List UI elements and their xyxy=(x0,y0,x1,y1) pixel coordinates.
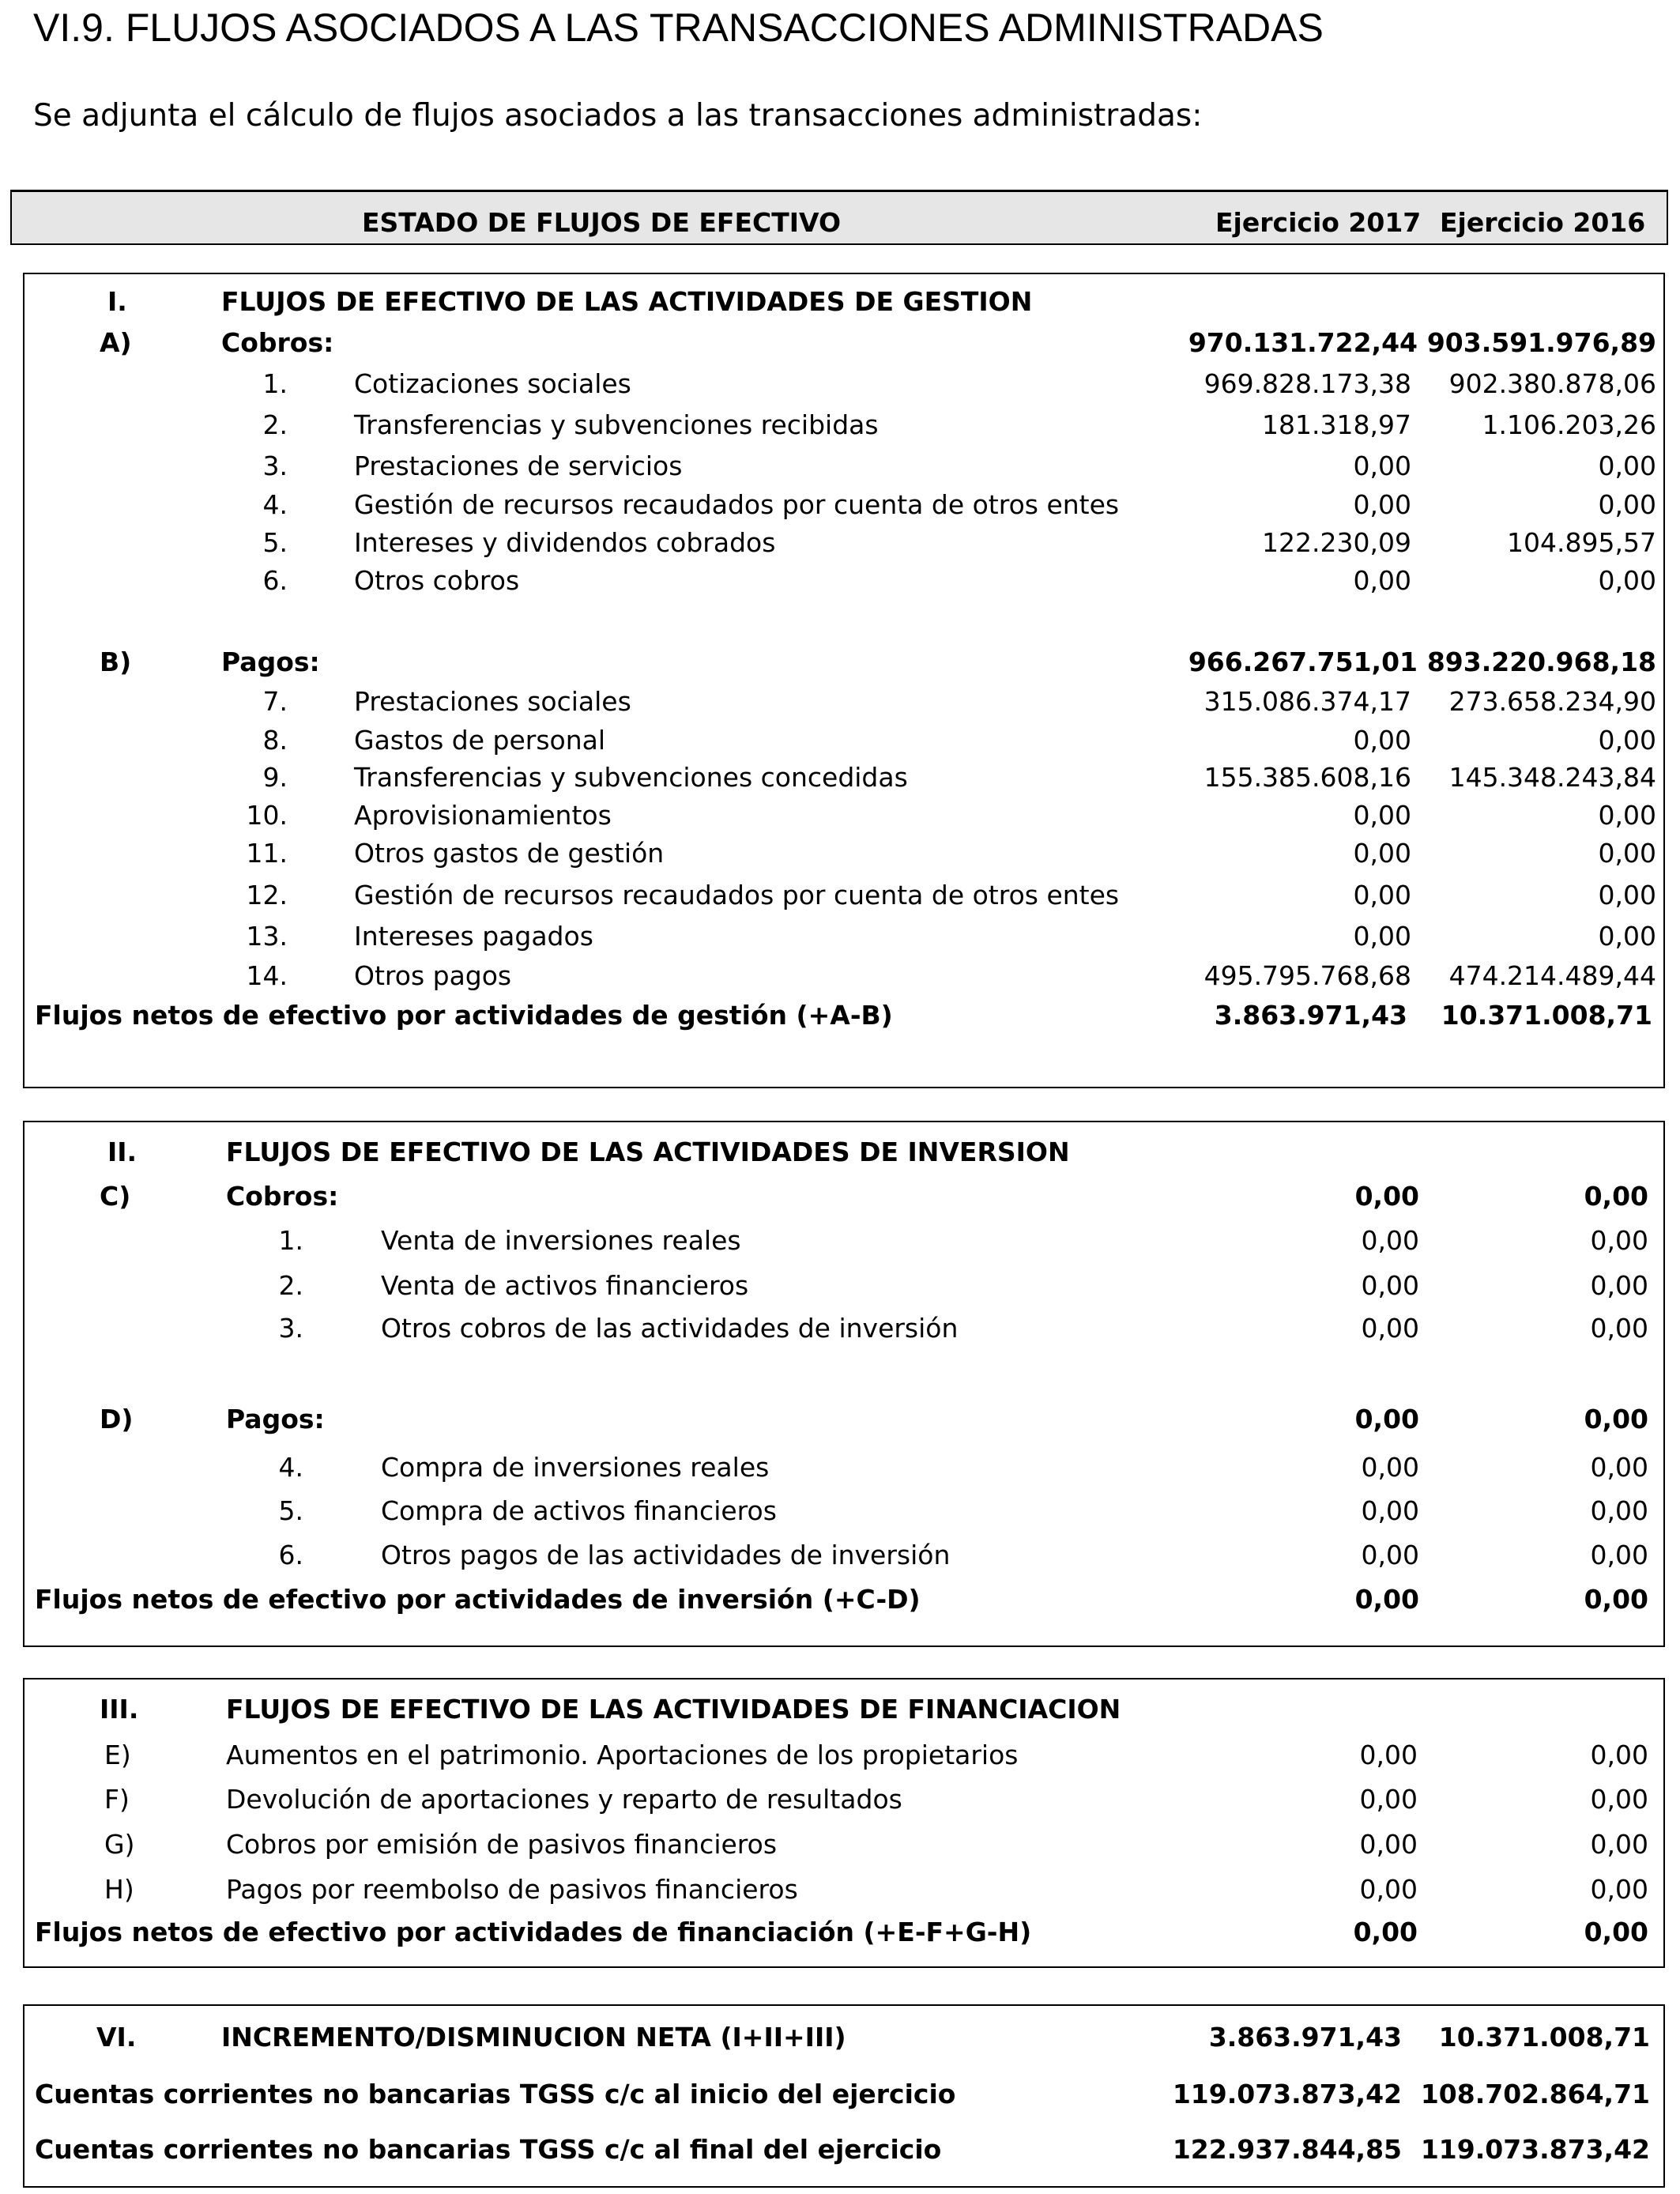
row-value-2016: 0,00 xyxy=(1598,725,1656,756)
row-label: Transferencias y subvenciones concedidas xyxy=(354,762,908,793)
row-number: 3. xyxy=(262,450,288,481)
balance-value-2016: 108.702.864,71 xyxy=(1420,2079,1650,2109)
row-label: Aprovisionamientos xyxy=(354,800,612,831)
row-value-2017: 0,00 xyxy=(1353,800,1411,831)
row-label: Aumentos en el patrimonio. Aportaciones de los propietarios xyxy=(226,1740,1019,1770)
section-number: II. xyxy=(107,1137,137,1167)
row-value-2017: 0,00 xyxy=(1353,838,1411,869)
row-value-2017: 0,00 xyxy=(1359,1784,1418,1815)
group-value-2016: 0,00 xyxy=(1584,1404,1648,1434)
row-value-2016: 0,00 xyxy=(1590,1874,1648,1905)
net-flow-label: Flujos netos de efectivo por actividades de financiación (+E-F+G-H) xyxy=(35,1917,1032,1947)
row-value-2016: 0,00 xyxy=(1598,489,1656,520)
page-heading: VI.9. FLUJOS ASOCIADOS A LAS TRANSACCIONES ADMINISTRADAS xyxy=(33,6,1324,50)
row-label: Otros pagos xyxy=(354,960,512,991)
net-flow-value-2016: 10.371.008,71 xyxy=(1441,1000,1652,1031)
row-number: 2. xyxy=(262,409,288,440)
section-title: FLUJOS DE EFECTIVO DE LAS ACTIVIDADES DE FINANCIACION xyxy=(226,1694,1121,1725)
row-number: 6. xyxy=(278,1540,303,1570)
group-label: Cobros: xyxy=(221,327,334,358)
row-value-2016: 0,00 xyxy=(1598,838,1656,869)
net-flow-value-2017: 0,00 xyxy=(1353,1917,1418,1947)
row-label: Cobros por emisión de pasivos financieros xyxy=(226,1829,778,1860)
row-value-2016: 0,00 xyxy=(1590,1829,1648,1860)
net-flow-value-2017: 0,00 xyxy=(1354,1584,1419,1615)
section-number: III. xyxy=(100,1694,139,1725)
group-label: Pagos: xyxy=(226,1404,325,1434)
row-label: Cotizaciones sociales xyxy=(354,368,631,399)
group-value-2016: 903.591.976,89 xyxy=(1426,327,1656,358)
row-value-2016: 474.214.489,44 xyxy=(1448,960,1656,991)
group-value-2017: 0,00 xyxy=(1354,1404,1419,1434)
row-value-2016: 0,00 xyxy=(1590,1740,1648,1770)
row-label: Gestión de recursos recaudados por cuenta de otros entes xyxy=(354,880,1120,910)
balance-label: Cuentas corrientes no bancarias TGSS c/c al inicio del ejercicio xyxy=(35,2079,956,2109)
net-flow-label: Flujos netos de efectivo por actividades de gestión (+A-B) xyxy=(35,1000,893,1031)
row-label: Gestión de recursos recaudados por cuenta de otros entes xyxy=(354,489,1120,520)
section-title: FLUJOS DE EFECTIVO DE LAS ACTIVIDADES DE INVERSION xyxy=(226,1137,1070,1167)
row-number: 8. xyxy=(262,725,288,756)
row-value-2017: 155.385.608,16 xyxy=(1203,762,1411,793)
row-value-2017: 495.795.768,68 xyxy=(1203,960,1411,991)
intro-text: Se adjunta el cálculo de flujos asociados a las transacciones administradas: xyxy=(33,98,1203,134)
row-value-2016: 0,00 xyxy=(1598,800,1656,831)
row-label: Transferencias y subvenciones recibidas xyxy=(354,409,879,440)
row-label: Intereses y dividendos cobrados xyxy=(354,527,776,558)
row-value-2016: 0,00 xyxy=(1590,1313,1648,1344)
row-label: Compra de activos financieros xyxy=(381,1495,777,1526)
row-label: Compra de inversiones reales xyxy=(381,1452,770,1483)
row-value-2017: 0,00 xyxy=(1353,725,1411,756)
group-value-2016: 893.220.968,18 xyxy=(1426,647,1656,677)
group-value-2017: 970.131.722,44 xyxy=(1188,327,1418,358)
row-value-2016: 0,00 xyxy=(1590,1452,1648,1483)
section-title: FLUJOS DE EFECTIVO DE LAS ACTIVIDADES DE GESTION xyxy=(221,286,1033,317)
group-letter: D) xyxy=(100,1404,134,1434)
row-letter: F) xyxy=(104,1784,130,1815)
net-change-value-2017: 3.863.971,43 xyxy=(1208,2022,1402,2053)
section-title: INCREMENTO/DISMINUCION NETA (I+II+III) xyxy=(221,2022,846,2053)
row-label: Otros cobros xyxy=(354,565,520,596)
row-value-2017: 0,00 xyxy=(1359,1740,1418,1770)
row-value-2016: 0,00 xyxy=(1590,1540,1648,1570)
row-label: Otros gastos de gestión xyxy=(354,838,665,869)
row-number: 3. xyxy=(278,1313,303,1344)
net-flow-label: Flujos netos de efectivo por actividades de inversión (+C-D) xyxy=(35,1584,921,1615)
row-value-2017: 315.086.374,17 xyxy=(1203,686,1411,717)
row-value-2017: 0,00 xyxy=(1353,565,1411,596)
group-value-2016: 0,00 xyxy=(1584,1181,1648,1212)
row-value-2016: 145.348.243,84 xyxy=(1448,762,1656,793)
net-change-value-2016: 10.371.008,71 xyxy=(1438,2022,1650,2053)
group-value-2017: 0,00 xyxy=(1354,1181,1419,1212)
balance-value-2017: 122.937.844,85 xyxy=(1172,2134,1402,2165)
header-title: ESTADO DE FLUJOS DE EFECTIVO xyxy=(362,207,842,238)
row-value-2016: 104.895,57 xyxy=(1507,527,1656,558)
row-value-2017: 0,00 xyxy=(1361,1270,1419,1301)
row-value-2017: 0,00 xyxy=(1361,1452,1419,1483)
row-value-2017: 0,00 xyxy=(1361,1540,1419,1570)
row-number: 11. xyxy=(246,838,288,869)
row-number: 1. xyxy=(278,1225,303,1256)
balance-value-2017: 119.073.873,42 xyxy=(1172,2079,1402,2109)
row-value-2016: 0,00 xyxy=(1598,880,1656,910)
row-value-2016: 0,00 xyxy=(1598,565,1656,596)
row-number: 5. xyxy=(278,1495,303,1526)
row-number: 12. xyxy=(246,880,288,910)
row-label: Venta de inversiones reales xyxy=(381,1225,741,1256)
row-value-2017: 0,00 xyxy=(1359,1829,1418,1860)
row-value-2017: 0,00 xyxy=(1361,1495,1419,1526)
header-col-2017: Ejercicio 2017 xyxy=(1215,207,1422,238)
group-letter: A) xyxy=(100,327,132,358)
row-number: 4. xyxy=(278,1452,303,1483)
row-label: Prestaciones sociales xyxy=(354,686,631,717)
row-value-2017: 0,00 xyxy=(1361,1225,1419,1256)
balance-label: Cuentas corrientes no bancarias TGSS c/c al final del ejercicio xyxy=(35,2134,942,2165)
row-value-2016: 0,00 xyxy=(1590,1495,1648,1526)
group-letter: C) xyxy=(100,1181,131,1212)
row-letter: H) xyxy=(104,1874,134,1905)
row-label: Gastos de personal xyxy=(354,725,606,756)
row-label: Intereses pagados xyxy=(354,921,593,952)
row-value-2017: 0,00 xyxy=(1359,1874,1418,1905)
row-label: Otros cobros de las actividades de inversión xyxy=(381,1313,959,1344)
group-letter: B) xyxy=(100,647,132,677)
row-value-2017: 0,00 xyxy=(1353,880,1411,910)
net-flow-value-2016: 0,00 xyxy=(1584,1584,1648,1615)
row-value-2016: 902.380.878,06 xyxy=(1448,368,1656,399)
group-label: Cobros: xyxy=(226,1181,339,1212)
header-col-2016: Ejercicio 2016 xyxy=(1440,207,1646,238)
row-value-2016: 273.658.234,90 xyxy=(1448,686,1656,717)
row-label: Devolución de aportaciones y reparto de resultados xyxy=(226,1784,902,1815)
row-number: 5. xyxy=(262,527,288,558)
row-number: 9. xyxy=(262,762,288,793)
row-value-2016: 1.106.203,26 xyxy=(1482,409,1656,440)
row-number: 1. xyxy=(262,368,288,399)
row-value-2017: 0,00 xyxy=(1361,1313,1419,1344)
row-value-2016: 0,00 xyxy=(1598,450,1656,481)
net-flow-value-2016: 0,00 xyxy=(1584,1917,1648,1947)
group-label: Pagos: xyxy=(221,647,320,677)
row-value-2017: 0,00 xyxy=(1353,489,1411,520)
row-number: 10. xyxy=(246,800,288,831)
row-number: 14. xyxy=(246,960,288,991)
net-flow-value-2017: 3.863.971,43 xyxy=(1214,1000,1407,1031)
row-value-2016: 0,00 xyxy=(1590,1784,1648,1815)
row-number: 4. xyxy=(262,489,288,520)
group-value-2017: 966.267.751,01 xyxy=(1188,647,1418,677)
balance-value-2016: 119.073.873,42 xyxy=(1420,2134,1650,2165)
row-number: 13. xyxy=(246,921,288,952)
row-value-2017: 181.318,97 xyxy=(1262,409,1411,440)
row-value-2017: 0,00 xyxy=(1353,921,1411,952)
row-label: Otros pagos de las actividades de inversión xyxy=(381,1540,951,1570)
row-value-2016: 0,00 xyxy=(1590,1225,1648,1256)
row-value-2017: 969.828.173,38 xyxy=(1203,368,1411,399)
section-number: VI. xyxy=(96,2022,137,2053)
row-value-2016: 0,00 xyxy=(1598,921,1656,952)
row-number: 6. xyxy=(262,565,288,596)
row-letter: E) xyxy=(104,1740,131,1770)
row-label: Pagos por reembolso de pasivos financieros xyxy=(226,1874,798,1905)
row-letter: G) xyxy=(104,1829,135,1860)
row-value-2017: 122.230,09 xyxy=(1262,527,1411,558)
row-number: 7. xyxy=(262,686,288,717)
row-value-2017: 0,00 xyxy=(1353,450,1411,481)
row-number: 2. xyxy=(278,1270,303,1301)
section-number: I. xyxy=(107,286,127,317)
row-value-2016: 0,00 xyxy=(1590,1270,1648,1301)
row-label: Venta de activos financieros xyxy=(381,1270,749,1301)
row-label: Prestaciones de servicios xyxy=(354,450,683,481)
